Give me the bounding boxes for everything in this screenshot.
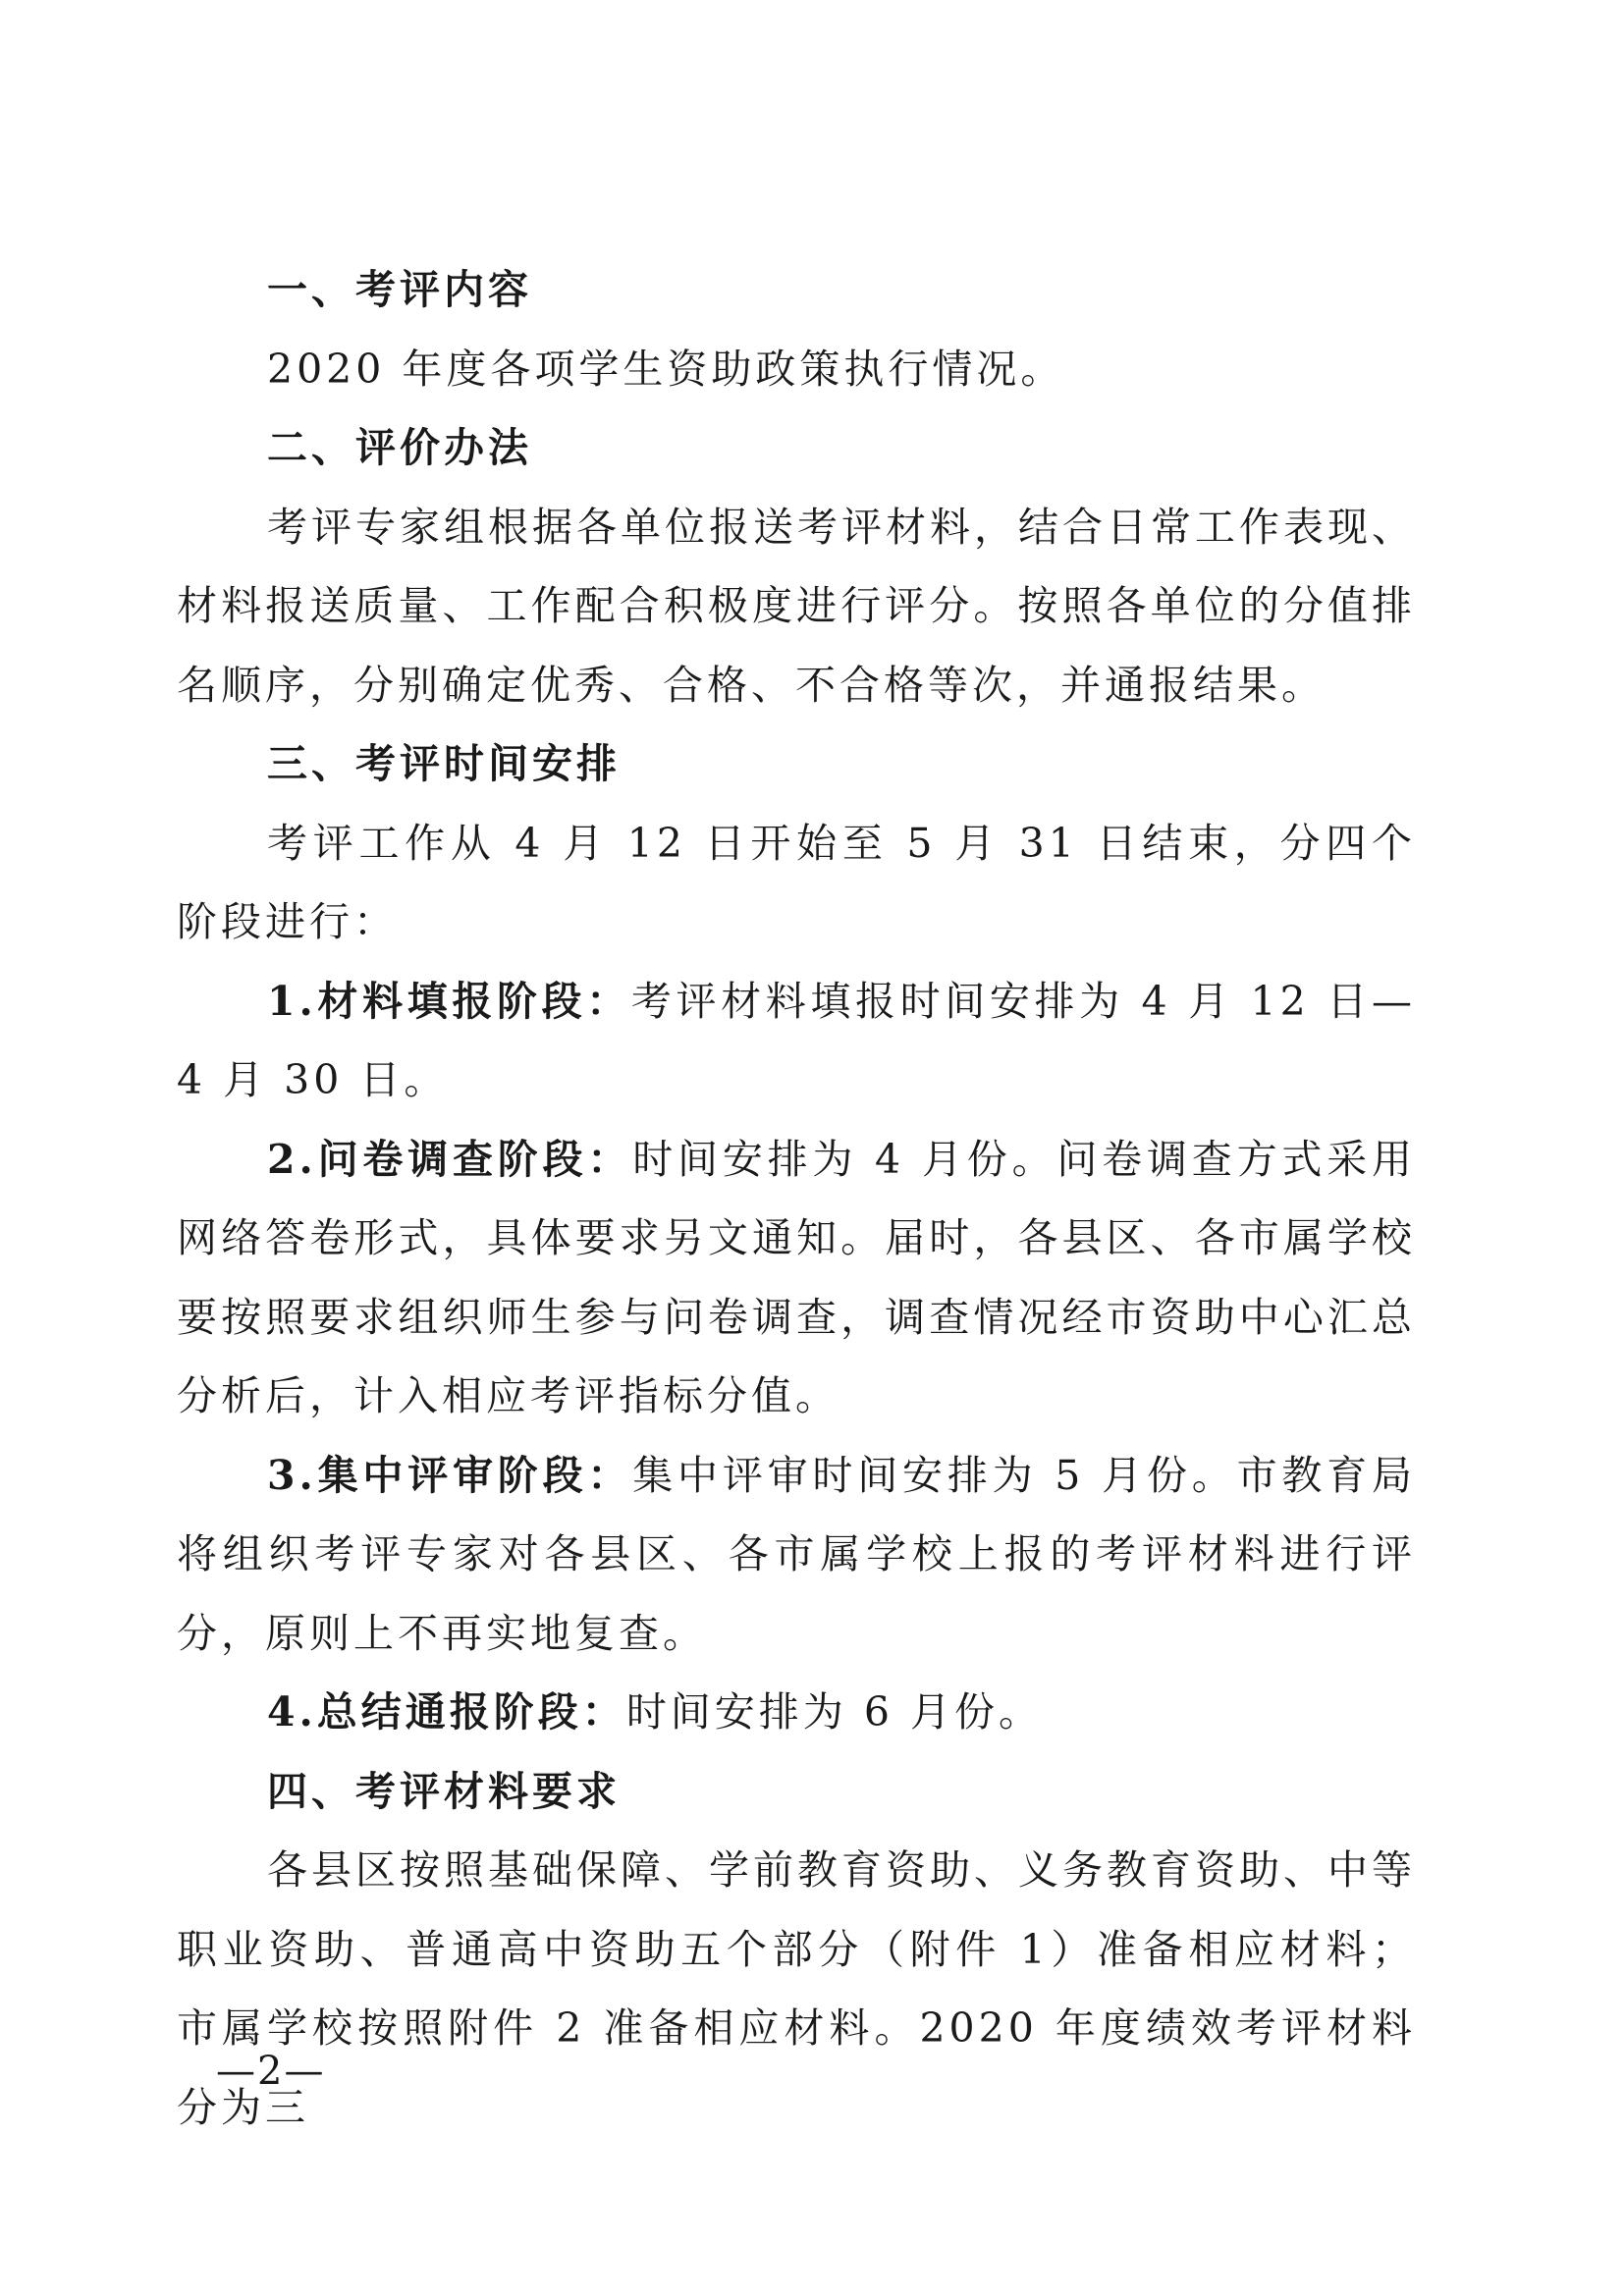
stage-4-text: 时间安排为 6 月份。 [625,1688,1043,1735]
section-heading-materials: 四、考评材料要求 [267,1767,621,1815]
stage-4-lead: 4.总结通报阶段： [267,1688,626,1735]
section-heading-content: 一、考评内容 [267,266,532,313]
section-heading-schedule: 三、考评时间安排 [267,740,621,787]
stage-2-paragraph [177,1120,1416,1436]
section-heading-method: 二、评价办法 [267,424,532,471]
stage-2-lead: 2.问卷调查阶段： [267,1135,633,1183]
paragraph-materials: 各县区按照基础保障、学前教育资助、义务教育资助、中等职业资助、普通高中资助五个部分（附件 1）准备相应材料；市属学校按照附件 2 准备相应材料。2020 年度绩效考评材料分为三 [177,1846,1416,2131]
stage-3-lead: 3.集中评审阶段： [267,1451,633,1499]
paragraph-schedule: 考评工作从 4 月 12 日开始至 5 月 31 日结束，分四个阶段进行： [177,819,1416,945]
stage-1-lead: 1.材料填报阶段： [267,977,631,1025]
stage-3-text: 集中评审时间安排为 5 月份。市教育局将组织考评专家对各县区、各市属学校上报的考评材料进行评分，原则上不再实地复查。 [177,1451,1416,1657]
stage-3-paragraph [177,1436,1416,1674]
page-number: —2— [216,2049,326,2094]
paragraph-method: 考评专家组根据各单位报送考评材料，结合日常工作表现、材料报送质量、工作配合积极度进行评分。按照各单位的分值排名顺序，分别确定优秀、合格、不合格等次，并通报结果。 [177,503,1416,709]
stage-4-paragraph [177,1673,1416,1752]
stage-1-paragraph [177,962,1416,1120]
stage-2-text: 时间安排为 4 月份。问卷调查方式采用网络答卷形式，具体要求另文通知。届时，各县区、各市属学校要按照要求组织师生参与问卷调查，调查情况经市资助中心汇总分析后，计入相应考评指标分值。 [177,1135,1416,1419]
paragraph-content: 2020 年度各项学生资助政策执行情况。 [267,345,1065,393]
stage-1-text: 考评材料填报时间安排为 4 月 12 日—4 月 30 日。 [177,977,1416,1103]
document-body [177,250,1416,2147]
